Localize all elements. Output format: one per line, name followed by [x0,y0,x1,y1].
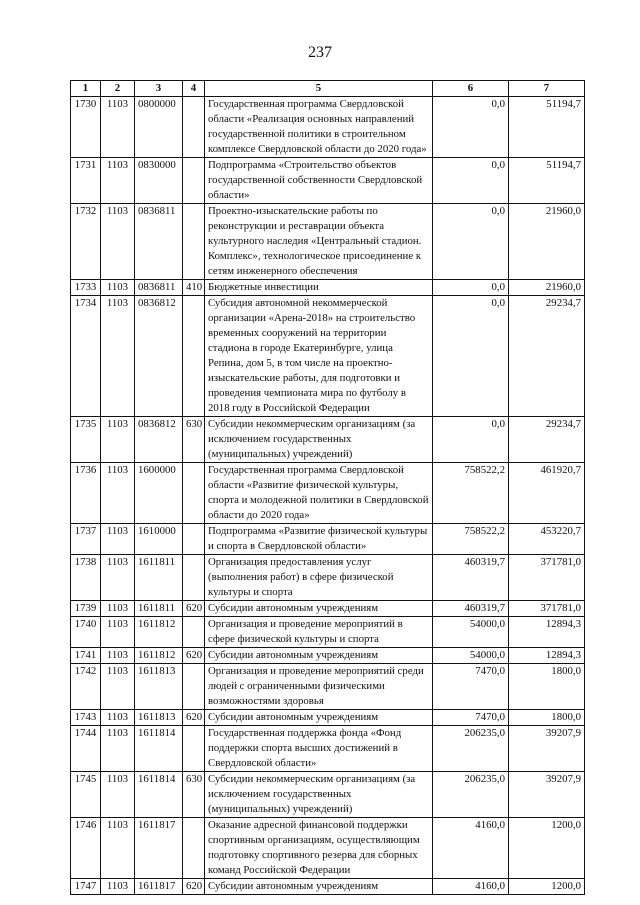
amount-col7: 12894,3 [509,648,585,664]
target-article-code: 1600000 [135,463,183,524]
expense-type-code: 630 [183,772,205,818]
budget-table [70,80,585,895]
item-name: Организация и проведение мероприятий среди людей с ограниченными физическими возможностями здоровья [205,664,433,710]
target-article-code: 1611814 [135,772,183,818]
item-name: Субсидии автономным учреждениям [205,710,433,726]
row-number: 1731 [71,158,101,204]
amount-col6: 758522,2 [433,463,509,524]
target-article-code: 1611817 [135,818,183,879]
item-name: Бюджетные инвестиции [205,280,433,296]
amount-col6: 7470,0 [433,710,509,726]
item-name: Подпрограмма «Строительство объектов государственной собственности Свердловской области» [205,158,433,204]
row-number: 1735 [71,417,101,463]
amount-col6: 758522,2 [433,524,509,555]
expense-type-code [183,664,205,710]
expense-type-code [183,555,205,601]
column-header: 3 [135,81,183,97]
expense-type-code [183,463,205,524]
target-article-code: 1611817 [135,879,183,895]
section-code: 1103 [101,710,135,726]
target-article-code: 1611813 [135,664,183,710]
row-number: 1742 [71,664,101,710]
amount-col6: 4160,0 [433,818,509,879]
table-row [71,417,585,463]
amount-col7: 371781,0 [509,555,585,601]
amount-col7: 1800,0 [509,710,585,726]
expense-type-code: 620 [183,710,205,726]
target-article-code: 0836812 [135,417,183,463]
amount-col6: 0,0 [433,158,509,204]
item-name: Государственная программа Свердловской области «Развитие физической культуры, спорта и молодежной политики в Свердловской области до 2020 года» [205,463,433,524]
amount-col6: 0,0 [433,417,509,463]
row-number: 1747 [71,879,101,895]
row-number: 1732 [71,204,101,280]
item-name: Субсидии автономным учреждениям [205,879,433,895]
amount-col6: 4160,0 [433,879,509,895]
amount-col7: 12894,3 [509,617,585,648]
table-row [71,617,585,648]
amount-col7: 39207,9 [509,772,585,818]
section-code: 1103 [101,617,135,648]
target-article-code: 1611812 [135,648,183,664]
amount-col6: 54000,0 [433,617,509,648]
target-article-code: 1611811 [135,601,183,617]
section-code: 1103 [101,601,135,617]
section-code: 1103 [101,158,135,204]
amount-col7: 1800,0 [509,664,585,710]
row-number: 1736 [71,463,101,524]
row-number: 1738 [71,555,101,601]
row-number: 1730 [71,97,101,158]
row-number: 1741 [71,648,101,664]
section-code: 1103 [101,555,135,601]
amount-col7: 29234,7 [509,296,585,417]
expense-type-code: 620 [183,879,205,895]
expense-type-code: 630 [183,417,205,463]
column-header: 5 [205,81,433,97]
column-header: 6 [433,81,509,97]
amount-col7: 51194,7 [509,158,585,204]
table-row [71,280,585,296]
table-row [71,555,585,601]
table-row [71,524,585,555]
expense-type-code [183,97,205,158]
target-article-code: 1611811 [135,555,183,601]
item-name: Государственная поддержка фонда «Фонд поддержки спорта высших достижений в Свердловской области» [205,726,433,772]
table-row [71,463,585,524]
amount-col7: 461920,7 [509,463,585,524]
amount-col6: 54000,0 [433,648,509,664]
section-code: 1103 [101,463,135,524]
page-number: 237 [308,44,332,61]
expense-type-code [183,524,205,555]
table-row [71,601,585,617]
item-name: Субсидии автономным учреждениям [205,648,433,664]
expense-type-code: 620 [183,648,205,664]
item-name: Оказание адресной финансовой поддержки спортивным организациям, осуществляющим подготовку спортивного резерва для сборных команд Российской Федерации [205,818,433,879]
target-article-code: 1611812 [135,617,183,648]
item-name: Субсидии автономным учреждениям [205,601,433,617]
row-number: 1734 [71,296,101,417]
item-name: Государственная программа Свердловской области «Реализация основных направлений государственной политики в строительном комплексе Свердловской области до 2020 года» [205,97,433,158]
table-row [71,710,585,726]
amount-col6: 0,0 [433,204,509,280]
item-name: Организация и проведение мероприятий в сфере физической культуры и спорта [205,617,433,648]
table-row [71,204,585,280]
amount-col7: 453220,7 [509,524,585,555]
column-header: 4 [183,81,205,97]
table-row [71,648,585,664]
expense-type-code [183,726,205,772]
amount-col7: 51194,7 [509,97,585,158]
target-article-code: 1610000 [135,524,183,555]
amount-col6: 7470,0 [433,664,509,710]
amount-col7: 21960,0 [509,280,585,296]
expense-type-code: 410 [183,280,205,296]
table-row [71,296,585,417]
amount-col7: 371781,0 [509,601,585,617]
amount-col6: 0,0 [433,97,509,158]
section-code: 1103 [101,772,135,818]
item-name: Субсидии некоммерческим организациям (за исключением государственных (муниципальных) учреждений) [205,417,433,463]
row-number: 1737 [71,524,101,555]
section-code: 1103 [101,97,135,158]
item-name: Субсидии некоммерческим организациям (за исключением государственных (муниципальных) учреждений) [205,772,433,818]
expense-type-code [183,818,205,879]
target-article-code: 0830000 [135,158,183,204]
expense-type-code [183,204,205,280]
section-code: 1103 [101,417,135,463]
target-article-code: 0836812 [135,296,183,417]
row-number: 1740 [71,617,101,648]
row-number: 1739 [71,601,101,617]
row-number: 1743 [71,710,101,726]
row-number: 1744 [71,726,101,772]
expense-type-code [183,158,205,204]
section-code: 1103 [101,296,135,417]
section-code: 1103 [101,280,135,296]
target-article-code: 0836811 [135,280,183,296]
section-code: 1103 [101,726,135,772]
column-header: 2 [101,81,135,97]
amount-col6: 206235,0 [433,772,509,818]
target-article-code: 0800000 [135,97,183,158]
row-number: 1733 [71,280,101,296]
section-code: 1103 [101,648,135,664]
amount-col7: 39207,9 [509,726,585,772]
amount-col7: 1200,0 [509,818,585,879]
item-name: Организация предоставления услуг (выполнения работ) в сфере физической культуры и спорта [205,555,433,601]
table-row [71,772,585,818]
table-row [71,158,585,204]
table-header-row [71,81,585,97]
section-code: 1103 [101,204,135,280]
amount-col6: 206235,0 [433,726,509,772]
table-row [71,664,585,710]
amount-col7: 1200,0 [509,879,585,895]
target-article-code: 1611814 [135,726,183,772]
row-number: 1745 [71,772,101,818]
item-name: Подпрограмма «Развитие физической культуры и спорта в Свердловской области» [205,524,433,555]
amount-col7: 21960,0 [509,204,585,280]
section-code: 1103 [101,818,135,879]
table-row [71,879,585,895]
amount-col6: 0,0 [433,280,509,296]
target-article-code: 0836811 [135,204,183,280]
amount-col6: 460319,7 [433,601,509,617]
column-header: 7 [509,81,585,97]
expense-type-code: 620 [183,601,205,617]
table-row [71,97,585,158]
row-number: 1746 [71,818,101,879]
amount-col7: 29234,7 [509,417,585,463]
item-name: Проектно-изыскательские работы по реконструкции и реставрации объекта культурного наследия «Центральный стадион. Комплекс», технологическое присоединение к сетям инженерного обеспечения [205,204,433,280]
amount-col6: 460319,7 [433,555,509,601]
section-code: 1103 [101,664,135,710]
expense-type-code [183,617,205,648]
section-code: 1103 [101,524,135,555]
amount-col6: 0,0 [433,296,509,417]
column-header: 1 [71,81,101,97]
expense-type-code [183,296,205,417]
item-name: Субсидия автономной некоммерческой организации «Арена-2018» на строительство временных сооружений на территории стадиона в городе Екатеринбурге, улица Репина, дом 5, в том числе на проектно-изыскательские работы, для подготовки и проведения чемпионата мира по футболу в 2018 году в Российской Федерации [205,296,433,417]
table-row [71,726,585,772]
target-article-code: 1611813 [135,710,183,726]
section-code: 1103 [101,879,135,895]
table-row [71,818,585,879]
